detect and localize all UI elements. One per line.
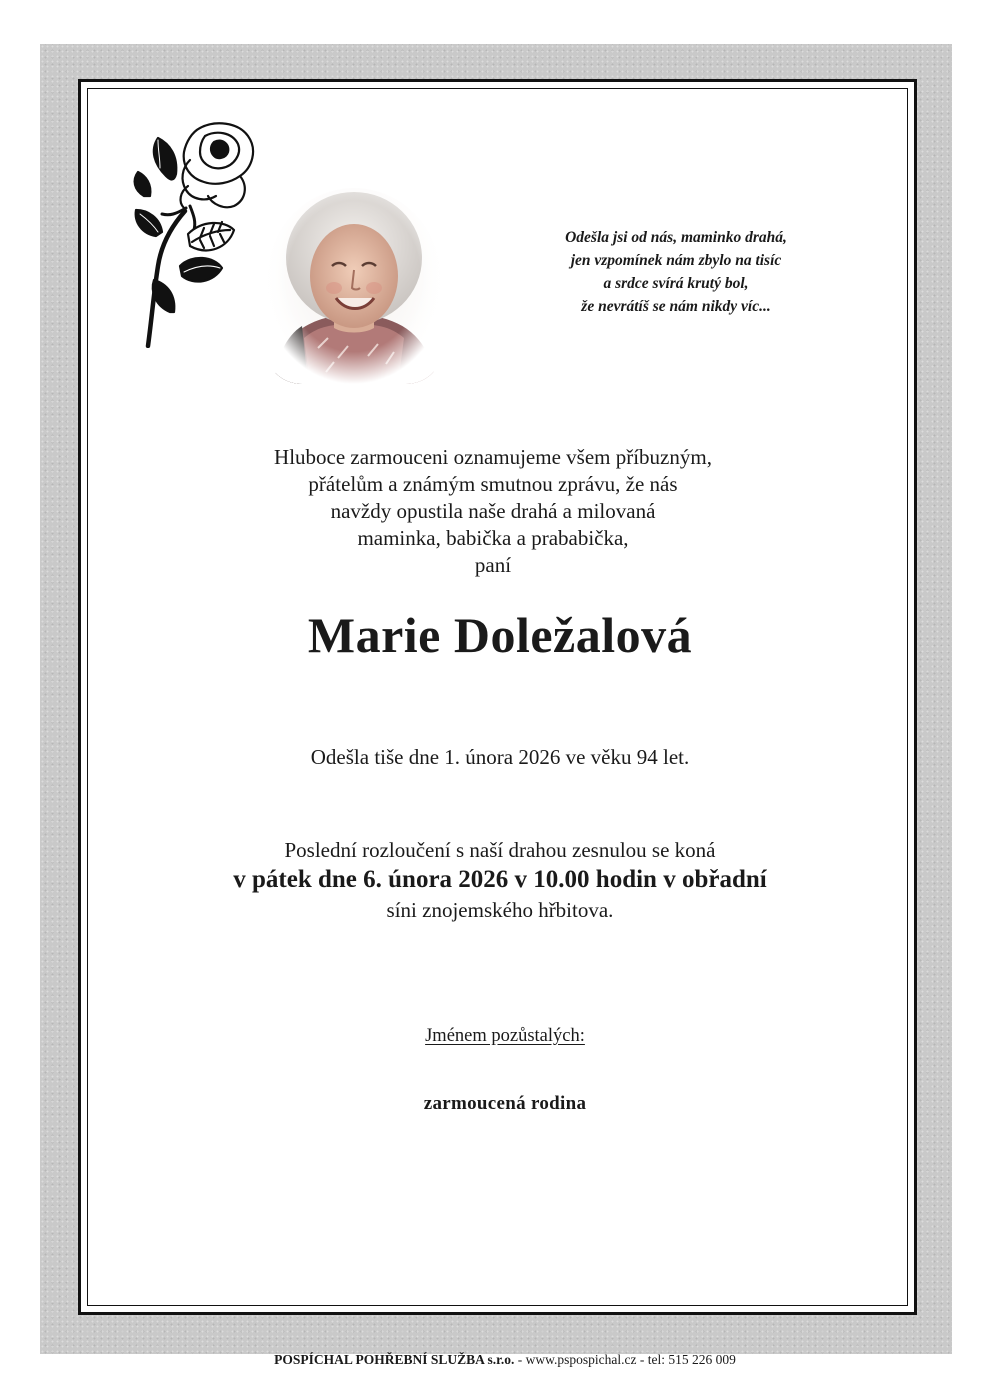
signature-label (300, 1026, 710, 1047)
poem-line: a srdce svírá krutý bol, (603, 275, 749, 292)
announcement-line: přátelům a známým smutnou zprávu, že nás (308, 472, 678, 496)
announcement-line: Hluboce zarmouceni oznamujeme všem příbuzným, (274, 445, 712, 469)
footer-contact: - www.pspospichal.cz - tel: 515 226 009 (514, 1352, 736, 1367)
poem (490, 226, 862, 318)
poem-line: jen vzpomínek nám zbylo na tisíc (570, 252, 782, 269)
ceremony-date: v pátek dne 6. února 2026 v 10.00 hodin v obřadní (233, 866, 767, 893)
announcement-text (180, 444, 806, 579)
announcement-line: maminka, babička a prababička, (357, 526, 629, 550)
footer-company: POSPÍCHAL POHŘEBNÍ SLUŽBA s.r.o. (274, 1352, 515, 1367)
rose-icon (130, 116, 265, 348)
ceremony-info (120, 836, 880, 924)
death-notice: Odešla tiše dne 1. února 2026 ve věku 94 let. (310, 745, 690, 769)
ceremony-line: Poslední rozloučení s naší drahou zesnulou se koná (284, 838, 716, 862)
announcement-line: navždy opustila naše drahá a milovaná (330, 499, 656, 523)
ceremony-place: síni znojemského hřbitova. (386, 898, 614, 922)
poem-line: že nevrátíš se nám nikdy víc... (581, 298, 771, 315)
poem-line: Odešla jsi od nás, maminko drahá, (565, 229, 787, 246)
deceased-name: Marie Doležalová (307, 607, 693, 663)
announcement-line: paní (474, 553, 512, 577)
footer (60, 1352, 950, 1368)
portrait-photo (268, 188, 440, 384)
signature-label-text: Jménem pozůstalých: (425, 1026, 585, 1046)
signature-family: zarmoucená rodina (423, 1093, 587, 1114)
